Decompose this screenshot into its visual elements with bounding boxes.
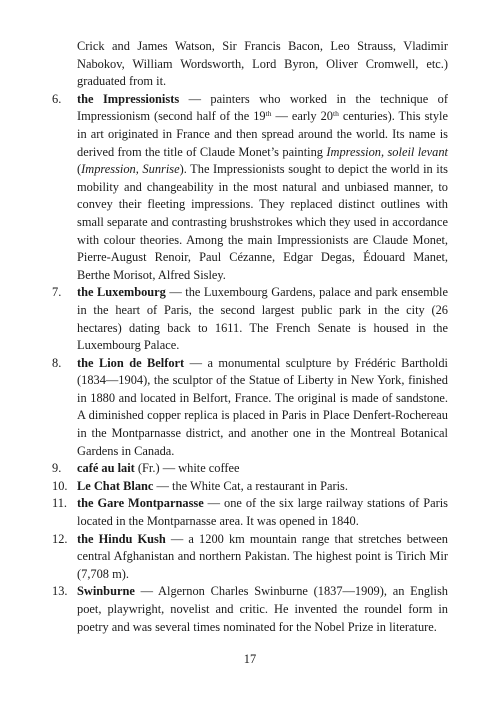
item-text: ( [77,162,82,177]
page-body [52,38,448,636]
superscript: th [265,109,272,119]
item-text: — Algernon Charles Swinburne (1837—1909), an English poet, playwright, novelist and critic. He invented the roundel form in poetry and was several times nominated for the Nobel Prize in literature. [77,584,448,634]
list-item-gare-montparnasse [52,495,448,530]
list-item-hindu-kush [52,531,448,584]
item-text: — early 20 [271,109,333,124]
painting-title-fr: Impression, soleil levant [326,144,448,159]
item-number: 9. [52,461,62,476]
item-text: — one of the six large railway stations of Paris located in the Montparnasse area. It was opened in 1840. [77,496,448,529]
list-item-lion-de-belfort [52,355,448,461]
item-text: — painters who worked in the technique of Impressionism (second half of the 19 [77,91,449,124]
item-term: café au lait [77,461,135,476]
list-item-cafe-au-lait [52,460,448,478]
item-term: the Luxembourg [77,285,166,300]
item-term: Le Chat Blanc [77,478,154,493]
list-item-luxembourg [52,284,448,354]
item-text: centuries). This style in art originated in France and then spread around the world. Its name is derived from the title of Claude Monet’s painting [77,109,448,159]
superscript: th [333,109,339,119]
list-item-swinburne [52,583,448,636]
item-text: — a monumental sculpture by Frédéric Bartholdi (1834—1904), the sculptor of the Statue of Liberty in New York, finished in 1880 and located in Belfort, France. The original is made of sandstone. A diminished copper replica is placed in Paris in Place Denfert-Rochereau in the Montparnasse district, and another one in the Montreal Botanical Gardens in Canada. [77,355,448,458]
list-item-impressionists [52,91,448,285]
item-text: (Fr.) — white coffee [134,461,240,476]
item-number: 11. [52,496,68,511]
page-number: 17 [243,652,257,666]
item-text: — a 1200 km mountain range that stretches between central Afghanistan and northern Pakistan. The highest point is Tirich Mir (7,708 m). [77,531,448,581]
item-number: 12. [52,531,68,546]
list-item-le-chat-blanc [52,478,448,496]
item-term: Swinburne [77,584,135,599]
item-number: 8. [52,355,62,370]
item-number: 13. [52,584,68,599]
item-text: ). The Impressionists sought to depict the world in its mobility and changeability in the most natural and unbiased manner, to convey their fleeting impressions. They replaced distinct outlines with small separate and contrasting brushstrokes which they used in accordance with colour theories. Among the main Impressionists are Claude Monet, Pierre-August Renoir, Paul Cézanne, Edgar Degas, Édouard Manet, Berthe Morisot, Alfred Sisley. [77,162,448,282]
item-term: the Hindu Kush [77,531,166,546]
item-term: the Impressionists [77,91,180,106]
item-term: the Lion de Belfort [77,355,185,370]
item-number: 7. [52,285,62,300]
painting-title-en: Impression, Sunrise [81,162,180,177]
item-number: 6. [52,91,62,106]
item-text: — the White Cat, a restaurant in Paris. [153,478,348,493]
item-term: the Gare Montparnasse [77,496,204,511]
continuation-text: Crick and James Watson, Sir Francis Bacon, Leo Strauss, Vladimir Nabokov, William Wordsworth, Lord Byron, Oliver Cromwell, etc.) graduated from it. [77,39,448,89]
item-text: — the Luxembourg Gardens, palace and park ensemble in the heart of Paris, the second largest public park in the city (26 hectares) dating back to 1611. The French Senate is housed in the Luxembourg Palace. [77,285,448,353]
item-number: 10. [52,478,68,493]
